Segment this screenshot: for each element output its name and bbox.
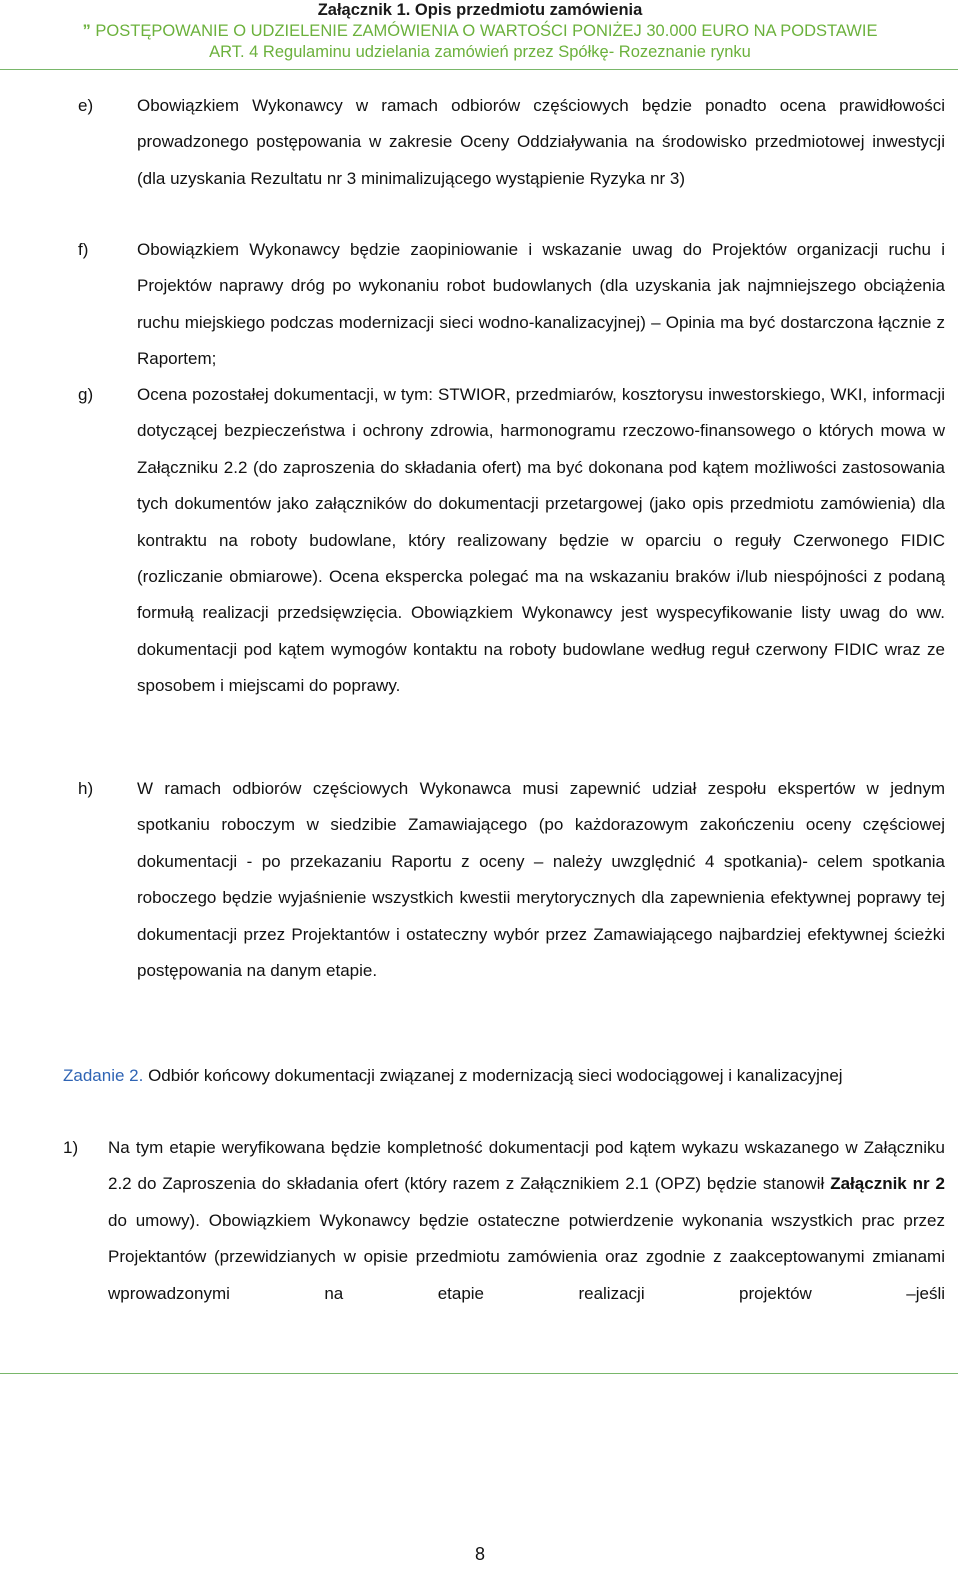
zadanie-label: Zadanie 2. bbox=[63, 1066, 144, 1085]
zadanie-text: Odbiór końcowy dokumentacji związanej z modernizacją sieci wodociągowej i kanalizacyjnej bbox=[143, 1066, 843, 1085]
header-divider bbox=[0, 69, 958, 70]
header-title: Załącznik 1. Opis przedmiotu zamówienia bbox=[317, 1, 643, 19]
header-subtitle-text: POSTĘPOWANIE O UDZIELENIE ZAMÓWIENIA O WARTOŚCI PONIŻEJ 30.000 EURO NA PODSTAWIE bbox=[95, 22, 878, 40]
list-item-text: W ramach odbiorów częściowych Wykonawca musi zapewnić udział zespołu ekspertów w jednym spotkaniu roboczym w siedzibie Zamawiającego (po każdorazowym zakończeniu oceny częściowej dokumentacji - po przekazaniu Raportu z oceny – należy uwzględnić 4 spotkania)- celem spotkania roboczego będzie wyjaśnienie wszystkich kwestii merytorycznych dla zapewnienia efektywnej poprawy tej dokumentacji przez Projektantów i ostateczny wybór przez Zamawiającego najbardziej efektywnej ścieżki postępowania na danym etapie. bbox=[137, 779, 945, 981]
page-number: 8 bbox=[474, 1544, 485, 1564]
numbered-marker: 1) bbox=[63, 1138, 79, 1157]
list-item-text: Ocena pozostałej dokumentacji, w tym: STWIOR, przedmiarów, kosztorysu inwestorskiego, WKI, informacji dotyczącej bezpieczeństwa i ochrony zdrowia, harmonogramu rzeczowo-finansowego o których mowa w Załączniku 2.2 (do zaproszenia do składania ofert) ma być dokonana pod kątem możliwości zastosowania tych dokumentów jako załączników do dokumentacji przetargowej (jako opis przedmiotu zamówienia) dla kontraktu na roboty budowlane, który realizowany będzie w oparciu o reguły Czerwonego FIDIC (rozliczanie obmiarowe). Ocena ekspercka polegać ma na wskazaniu braków i/lub niespójności z podaną formułą realizacji przedsięwzięcia. Obowiązkiem Wykonawcy jest wyspecyfikowanie listy uwag do ww. dokumentacji pod kątem wymogów kontaktu na roboty budowlane według reguł czerwony FIDIC wraz ze sposobem i miejscami do poprawy. bbox=[137, 385, 945, 696]
list-item-text: Obowiązkiem Wykonawcy będzie zaopiniowanie i wskazanie uwag do Projektów organizacji ruchu i Projektów naprawy dróg po wykonaniu robot budowlanych (dla uzyskania jak najmniejszego obciążenia ruchu miejskiego podczas modernizacji sieci wodno-kanalizacyjnej) – Opinia ma być dostarczona łącznie z Raportem; bbox=[137, 240, 945, 369]
list-item-text: Obowiązkiem Wykonawcy w ramach odbiorów częściowych będzie ponadto ocena prawidłowości prowadzonego postępowania w zakresie Oceny Oddziaływania na środowisko przedmiotowej inwestycji (dla uzyskania Rezultatu nr 3 minimalizującego wystąpienie Ryzyka nr 3) bbox=[137, 96, 945, 188]
zadanie-heading bbox=[63, 1058, 945, 1094]
numbered-text-before: Na tym etapie weryfikowana będzie kompletność dokumentacji pod kątem wykazu wskazanego w Załączniku 2.2 do Zaproszenia do składania ofert (który razem z Załącznikiem 2.1 (OPZ) będzie stanowił bbox=[108, 1138, 945, 1194]
numbered-text-after: do umowy). Obowiązkiem Wykonawcy będzie ostateczne potwierdzenie wykonania wszystkich prac przez Projektantów (przewidzianych w opisie przedmiotu zamówienia oraz zgodnie z zaakceptowanymi zmianami wprowadzonymi na etapie realizacji projektów –jeśli bbox=[108, 1210, 945, 1303]
list-marker: f) bbox=[78, 240, 89, 259]
numbered-item-text bbox=[108, 1130, 945, 1312]
document-header bbox=[0, 0, 960, 63]
header-subtitle-2: ART. 4 Regulaminu udzielania zamówień przez Spółkę- Rozeznanie rynku bbox=[209, 43, 751, 61]
list-marker: g) bbox=[78, 385, 94, 404]
list-marker: e) bbox=[78, 96, 94, 115]
header-subtitle bbox=[0, 21, 960, 42]
footer-divider bbox=[0, 1373, 958, 1374]
numbered-text-bold: Załącznik nr 2 bbox=[830, 1174, 945, 1194]
list-marker: h) bbox=[78, 779, 94, 798]
header-quote-mark: ” bbox=[82, 22, 91, 40]
